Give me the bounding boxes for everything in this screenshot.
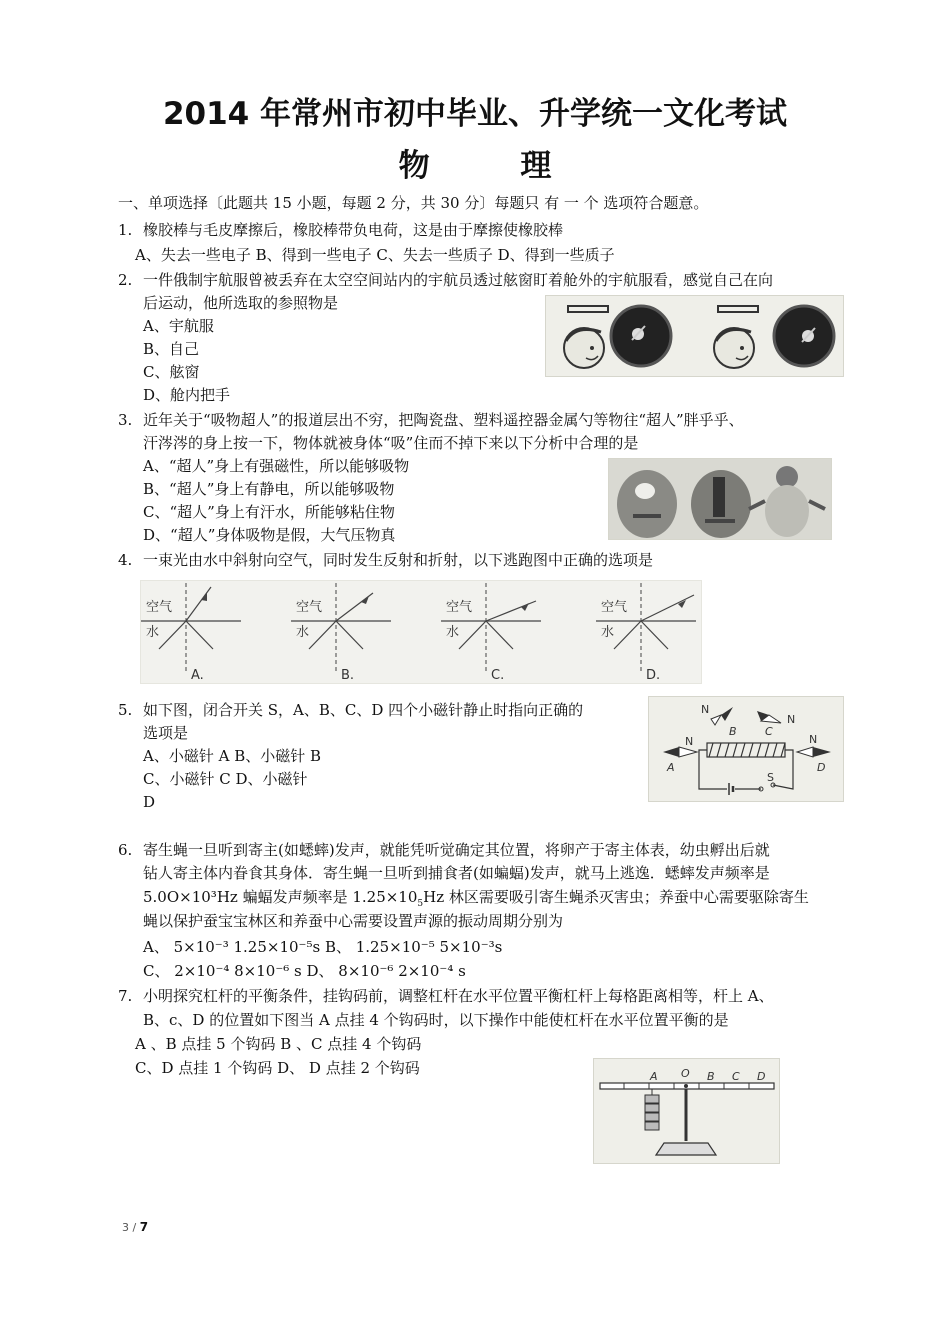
porthole-left — [611, 306, 671, 366]
q7-figure-drawing — [594, 1059, 779, 1163]
needle-b-label: B — [729, 725, 737, 738]
lever-stand — [656, 1084, 716, 1155]
q2-option-a: A、宇航服 — [143, 317, 214, 335]
subject-title: 物 理 — [398, 148, 592, 184]
q2-number: 2. — [118, 271, 133, 289]
solenoid-coil — [707, 743, 785, 757]
needle-a-n-label: N — [685, 735, 694, 748]
q6-stem-line3 — [143, 887, 809, 914]
q3-number: 3. — [118, 411, 133, 429]
q4-label-c: C. — [491, 668, 505, 683]
q3-figure-superman-photos — [608, 458, 832, 540]
q5-stem-line2: 选项是 — [143, 724, 189, 742]
page-number — [122, 1220, 148, 1234]
q4-air-label-b: 空气 — [296, 600, 323, 615]
q2-figure-astronaut — [545, 295, 844, 377]
q3-stem-line1: 近年关于“吸物超人”的报道层出不穷，把陶瓷盘、塑料遥控器金属勺等物往“超人”胖乎乎、 — [143, 411, 744, 429]
q5-stem-line1: 如下图，闭合开关 S，A、B、C、D 四个小磁针静止时指向正确的 — [143, 701, 584, 719]
refraction-panel-a — [141, 583, 241, 683]
q3-option-b: B、“超人”身上有静电，所以能够吸物 — [143, 480, 395, 498]
refraction-panel-b — [291, 583, 391, 683]
q4-water-label-b: 水 — [296, 625, 310, 640]
q5-options-line2: C、小磁针 C D、小磁针 — [143, 770, 308, 788]
compass-needle-d — [797, 747, 831, 757]
lever-point-a-label: A — [650, 1070, 658, 1083]
needle-c-label: C — [765, 725, 773, 738]
section-heading: 一、单项选择〔此题共 15 小题，每题 2 分，共 30 分〕每题只 有 一 个 选项符合题意。 — [118, 194, 709, 212]
q4-figure-refraction — [140, 580, 702, 684]
q1-stem: 橡胶棒与毛皮摩擦后，橡胶棒带负电荷，这是由于摩擦使橡胶棒 — [143, 221, 564, 239]
q4-stem: 一束光由水中斜射向空气，同时发生反射和折射，以下逃跑图中正确的选项是 — [143, 551, 654, 569]
q6-stem-line3-b: Hz 林区需要吸引寄生蝇杀灭害虫；养蚕中心需要驱除寄生 — [423, 888, 809, 906]
q4-number: 4. — [118, 551, 133, 569]
q2-stem-line1: 一件俄制宇航服曾被丢弃在太空空间站内的宇航员透过舷窗盯着舱外的宇航服看，感觉自己在向 — [143, 271, 774, 289]
q1-number: 1. — [118, 221, 133, 239]
lever-point-b-label: B — [707, 1070, 715, 1083]
q5-figure-drawing — [649, 697, 843, 801]
q2-stem-line2: 后运动，他所选取的参照物是 — [143, 294, 339, 312]
q2-option-b: B、自己 — [143, 340, 200, 358]
q4-label-b: B. — [341, 668, 355, 683]
page-current: 3 / — [122, 1221, 140, 1234]
body-photo — [749, 466, 825, 537]
compass-needle-b — [711, 707, 733, 725]
q4-figure-drawing — [141, 581, 701, 683]
needle-a-label: A — [667, 761, 675, 774]
porthole-right — [774, 306, 834, 366]
face-photo-2 — [691, 470, 751, 538]
q6-subscript: 5 — [417, 899, 424, 909]
boy-head-left — [564, 306, 608, 368]
q7-figure-lever — [593, 1058, 780, 1164]
compass-needle-c — [757, 711, 781, 723]
q1-options: A、失去一些电子 B、得到一些电子 C、失去一些质子 D、得到一些质子 — [135, 246, 615, 264]
needle-d-n-label: N — [809, 733, 818, 746]
lever-point-c-label: C — [732, 1070, 740, 1083]
q6-stem-line4: 蝇以保护蚕宝宝林区和养蚕中心需要设置声源的振动周期分别为 — [143, 912, 564, 930]
q2-option-d: D、舱内把手 — [143, 386, 231, 404]
q4-air-label-a: 空气 — [146, 600, 173, 615]
lever-point-d-label: D — [757, 1070, 766, 1083]
q2-figure-drawing — [546, 296, 843, 376]
q3-option-d: D、“超人”身体吸物是假，大气压物真 — [143, 526, 396, 544]
q3-option-a: A、“超人”身上有强磁性，所以能够吸物 — [143, 457, 410, 475]
q3-figure-drawing — [609, 459, 831, 539]
refraction-panel-c — [441, 583, 541, 683]
q6-options-line1: A、 5×10⁻³ 1.25×10⁻⁵s B、 1.25×10⁻⁵ 5×10⁻³s — [143, 938, 503, 956]
q3-stem-line2: 汗涔涔的身上按一下，物体就被身体“吸”住而不掉下来以下分析中合理的是 — [143, 434, 639, 452]
q2-option-c: C、舷窗 — [143, 363, 200, 381]
q4-water-label-c: 水 — [446, 625, 460, 640]
q5-number: 5. — [118, 701, 133, 719]
q4-air-label-c: 空气 — [446, 600, 473, 615]
needle-b-n-label: N — [701, 703, 710, 716]
q7-number: 7. — [118, 987, 133, 1005]
lever-point-o-label: O — [681, 1067, 690, 1080]
q3-option-c: C、“超人”身上有汗水，所能够粘住物 — [143, 503, 395, 521]
q4-water-label-a: 水 — [146, 625, 160, 640]
q4-air-label-d: 空气 — [601, 600, 628, 615]
q6-stem-line2: 钻人寄主体内眷食其身体．寄生蝇一旦听到捕食者(如蝙蝠)发声，就马上逃逸．蟋蟀发声频率是 — [143, 864, 770, 882]
q7-options-line1: A 、B 点挂 5 个钩码 B 、C 点挂 4 个钩码 — [135, 1035, 422, 1053]
q5-figure-solenoid — [648, 696, 844, 802]
page-total: 7 — [139, 1220, 149, 1234]
q4-label-a: A. — [191, 668, 204, 683]
q7-options-line2: C、D 点挂 1 个钩码 D、 D 点挂 2 个钩码 — [135, 1059, 420, 1077]
q5-options-line1: A、小磁针 A B、小磁针 B — [143, 747, 322, 765]
q7-stem-line2: B、c、D 的位置如下图当 A 点挂 4 个钩码时，以下操作中能使杠杆在水平位置平衡的是 — [143, 1011, 729, 1029]
q4-water-label-d: 水 — [601, 625, 615, 640]
exam-title: 2014 年常州市初中毕业、升学统一文化考试 — [162, 96, 788, 132]
refraction-panel-d — [596, 583, 696, 683]
q7-stem-line1: 小明探究杠杆的平衡条件，挂钩码前，调整杠杆在水平位置平衡杠杆上每格距离相等，杆上 A、 — [143, 987, 774, 1005]
q6-number: 6. — [118, 841, 133, 859]
switch-s-label: S — [767, 771, 774, 784]
q6-options-line2: C、 2×10⁻⁴ 8×10⁻⁶ s D、 8×10⁻⁶ 2×10⁻⁴ s — [143, 962, 466, 980]
needle-d-label: D — [817, 761, 826, 774]
hook-weights — [645, 1089, 659, 1130]
boy-head-right — [714, 306, 758, 368]
q6-stem-line3-a: 5.0O×10³Hz 蝙蝠发声频率是 1.25×10 — [143, 888, 418, 906]
compass-needle-a — [663, 747, 697, 757]
q5-options-line3: D — [143, 793, 156, 811]
face-photo-1 — [617, 470, 677, 538]
q6-stem-line1: 寄生蝇一旦听到寄主(如蟋蟀)发声，就能凭听觉确定其位置，将卵产于寄主体表，幼虫孵出后就 — [143, 841, 770, 859]
needle-c-n-label: N — [787, 713, 796, 726]
q4-label-d: D. — [646, 668, 661, 683]
